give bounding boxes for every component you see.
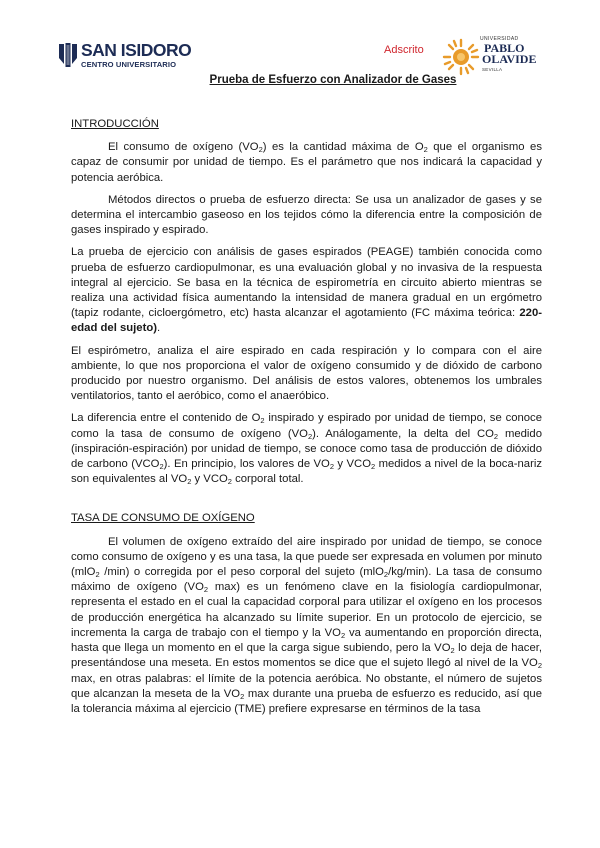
san-isidoro-emblem-icon: [58, 42, 78, 68]
upo-name-line1: PABLO: [484, 41, 525, 55]
sun-emblem-icon: [442, 38, 480, 76]
upo-bottom-text: SEVILLA: [482, 67, 503, 72]
upo-logo: [480, 36, 540, 76]
tasa-paragraph-1: El volumen de oxígeno extraído del aire inspirado por unidad de tiempo, se conoce como consumo de oxígeno y es una tasa, la que puede ser expresada en volumen por minuto (mlO$_2$ /min) o corregida por el peso corporal del sujeto (mlO$_2$/kg/min). La tasa de consumo máximo de oxígeno ($VO_2$ max) es un fenómeno clave en la fisiología cardiopulmonar, representa el estado en el cual la capacidad corporal para utilizar el oxígeno en los procesos de producción energética ha alcanzado su límite superior. En un protocolo de ejercicio, se incrementa la carga de trabajo con el tiempo y la $VO_2$ va aumentando en proporción directa, hasta que llega un momento en el que la carga sigue subiendo, pero la $VO_2$ lo deja de hacer, presentándose una meseta. En estos momentos se dice que el sujeto llegó al nivel de la $VO_2$ max, en otras palabras: el límite de la potencia aeróbica. No obstante, el número de sujetos que alcanzan la meseta de la $VO_2$ max durante una prueba de esfuerzo es reducido, así que la tolerancia máxima al ejercicio (TME) prefiere expresarse en términos de la tasa: [71, 535, 543, 715]
logo-subtitle: CENTRO UNIVERSITARIO: [81, 60, 177, 69]
logo-name: SAN ISIDORO: [81, 40, 192, 60]
document-title-text: Prueba de Esfuerzo con Analizador de Gases: [209, 74, 457, 86]
document-title: [0, 73, 600, 87]
section-heading-tasa-consumo: TASA DE CONSUMO DE OXÍGENO: [71, 512, 255, 525]
upo-top-text: UNIVERSIDAD: [480, 36, 519, 42]
intro-paragraph-1: El consumo de oxígeno $(VO_2)$ es la cantidad máxima de $O_2$ que el organismo es capaz de consumir por unidad de tiempo. Es el parámetro que nos indicará la capacidad y potencia aeróbica.: [71, 141, 542, 184]
san-isidoro-logo: [58, 40, 198, 76]
adscrito-label: Adscrito: [384, 44, 424, 56]
document-body: [71, 117, 542, 724]
intro-paragraph-3: La prueba de ejercicio con análisis de gases espirados (PEAGE) también conocida como prueba de esfuerzo cardiopulmonar, es una evaluación global y no invasiva de la respuesta integral al ejercicio. Se basa en la técnica de espirometría en circuito abierto mientras se realiza una actividad física aumentando la intensidad de manera gradual en un ergómetro (tapiz rodante, cicloergómetro, etc) hasta alcanzar el agotamiento (FC máxima teórica: 220-edad del sujeto).: [71, 246, 542, 335]
section-heading-introduccion: INTRODUCCIÓN: [71, 118, 159, 130]
intro-paragraph-5: La diferencia entre el contenido de $O_2$ inspirado y espirado por unidad de tiempo, se conoce como la tasa de consumo de oxígeno $(VO_2)$. Análogamente, la delta del $CO_2$ medido (inspiración-espiración) por unidad de tiempo, se conoce como tasa de producción de dióxido de carbono $(VCO_2)$. En principio, los valores de $VO_2$ y $VCO_2$ medidos a nivel de la boca-nariz son equivalentes al $VO_2$ y $VCO_2$ corporal total.: [71, 412, 542, 487]
intro-paragraph-4: El espirómetro, analiza el aire espirado en cada respiración y lo compara con el aire ambiente, lo que nos proporciona el valor de oxígeno consumido y de dióxido de carbono producido por nuestro organismo. Del análisis de estos valores, obtenemos los umbrales ventilatorios, tanto el aeróbico, como el anaeróbico.: [71, 344, 542, 403]
upo-name-line2: OLAVIDE: [482, 52, 537, 66]
intro-paragraph-2: Métodos directos o prueba de esfuerzo directa: Se usa un analizador de gases y se determina el intercambio gaseoso en los tejidos cómo la diferencia entre la composición de gases inspirado y espirado.: [71, 193, 542, 237]
